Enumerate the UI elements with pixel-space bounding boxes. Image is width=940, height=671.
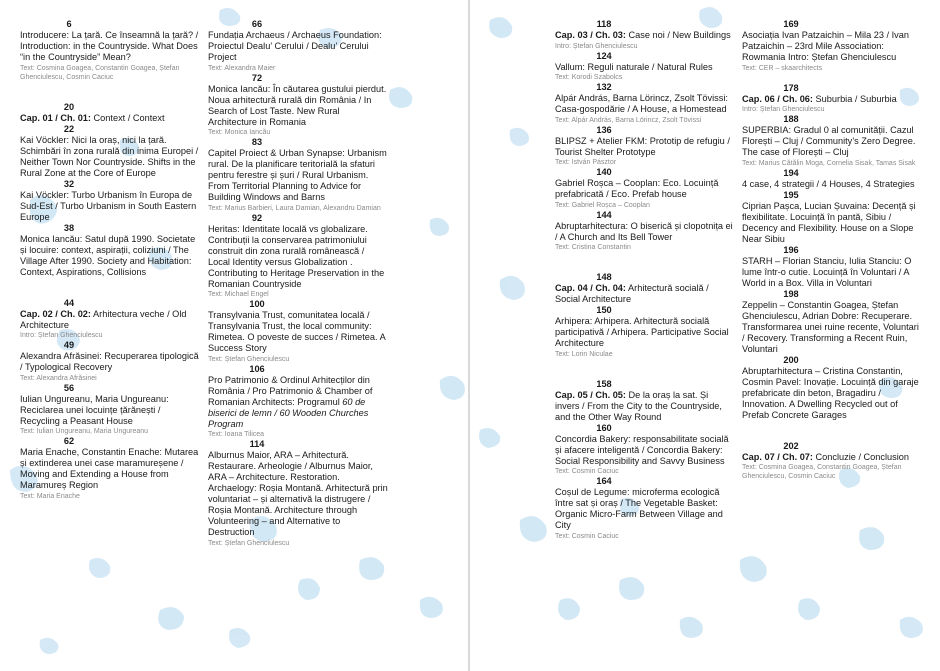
entry-title-text: Maria Enache, Constantin Enache: Mutarea și extinderea unei case maramureșene / Moving and Extending a House from Maramureș Region: [20, 447, 199, 490]
entry-title-text: SUPERBIA: Gradul 0 al comunității. Cazul Florești – Cluj / Community’s Zero Degree. The case of Florești – Cluj: [742, 125, 916, 157]
entry-credit: Text: Cristina Constantin: [555, 244, 631, 251]
entry-credit: Text: Ștefan Ghenciulescu: [208, 355, 290, 363]
toc-entry: [742, 168, 922, 190]
entry-credit: Text: Gabriel Roșca – Cooplan: [555, 201, 650, 209]
entry-title-text: Transylvania Trust, comunitatea locală / Transylvania Trust, the local community: Rimetea. O poveste de succes / Rimetea. A Success Story: [208, 310, 386, 353]
chapter-label: Cap. 02 / Ch. 02:: [20, 308, 91, 319]
page-number: 32: [63, 178, 75, 189]
toc-entry: [208, 439, 388, 548]
page-number: 148: [596, 272, 612, 282]
chapter-label: Cap. 06 / Ch. 06:: [742, 93, 813, 104]
entry-title-text: Context / Context: [93, 112, 165, 123]
entry-title-text: Vallum: Reguli naturale / Natural Rules: [555, 61, 713, 72]
entry-title-text: Introducere: La țară. Ce înseamnă la țară? / Introduction: in the Countryside. What Does “in the Countryside” Mean?: [20, 30, 199, 62]
entry-title-text: Abruptarhitectura – Cristina Constantin, Cosmin Pavel: Inovație. Locuință din garaje prefabricate din beton, Bragadiru / Innovation. A Dwelling Recycled out of Prefab Concrete Garages: [742, 365, 919, 420]
entry-title-text: Case noi / New Buildings: [628, 30, 731, 40]
toc-entry: [20, 124, 200, 179]
entry-credit: Text: István Pásztor: [555, 159, 617, 166]
entry-title: [555, 62, 735, 73]
page-number: 106: [249, 363, 265, 374]
entry-credit: Intro: Ștefan Ghenciulescu: [742, 106, 825, 113]
entry-title: [20, 190, 200, 223]
entry-credit: Text: Monica Iancău: [208, 129, 271, 136]
entry-credit: Text: Cosmina Goagea, Constantin Goagea, Ștefan Ghenciulescu, Cosmin Caciuc: [742, 464, 902, 480]
toc-entry: [555, 51, 735, 83]
toc-entry: [555, 82, 735, 125]
entry-title-text: Capitel Proiect & Urban Synapse: Urbanism rural. De la planificare teritorială la sfaturi pentru ferestre și șuri / Rural Urbanism. From Territorial Planning to Advice for Building Windows and Barns: [208, 148, 387, 202]
entry-title: [742, 94, 922, 105]
entry-title: [555, 93, 735, 115]
entry-title: [20, 394, 200, 427]
entry-title-text: Monica Iancău: În căutarea gustului pierdut. Noua arhitectură rurală din România / In Search of Lost Taste. New Rural Architecture in Romania: [208, 83, 387, 127]
toc-entry: [742, 190, 922, 245]
chapter-label: Cap. 03 / Ch. 03:: [555, 30, 626, 40]
toc-entry: [742, 289, 922, 355]
entry-title: [555, 178, 735, 200]
entry-title-text: Alpár András, Barna Lörincz, Zsolt Tövissi: Casa-gospodărie / A House, a Homestead: [555, 93, 728, 114]
entry-title-text: Arhipera: Arhipera. Arhitectură socială participativă / Arhipera. Participative Social Architecture: [555, 316, 729, 348]
toc-entry: [742, 83, 922, 115]
page-number: 196: [783, 244, 799, 255]
entry-title-text: Kai Vöckler: Nici la oraș, nici la țară. Schimbări în zona rurală din inima Europei / Neither Town Nor Countryside. Shifts in the Rural Zone at the Core of Europe: [20, 134, 199, 178]
entry-title: [742, 366, 922, 421]
entry-title: [555, 283, 735, 305]
entry-title-text: Arhitectura veche / Old Architecture: [20, 308, 187, 330]
entry-credit: Text: Michael Engel: [208, 291, 269, 298]
entry-title: [20, 351, 200, 373]
page-number: 140: [596, 167, 612, 177]
entry-title: [208, 84, 388, 128]
toc-entry: [742, 114, 922, 168]
chapter-label: Cap. 01 / Ch. 01:: [20, 112, 91, 123]
entry-title: [20, 447, 200, 491]
entry-title-text: Monica Iancău: Satul după 1990. Societate și locuire: context, aspirații, coliziuni / The Village After 1990. Society and Habitation: Context, Aspirations, Collisions: [20, 233, 196, 277]
toc-entry: [555, 167, 735, 210]
entry-title: [208, 30, 388, 63]
toc-entry: [20, 102, 200, 124]
page-number: 56: [63, 382, 75, 393]
page-number: 194: [783, 167, 799, 178]
page-number: 44: [63, 297, 75, 308]
toc-column-1: [20, 19, 200, 501]
entry-title: [555, 30, 735, 41]
page-number: 195: [783, 189, 799, 200]
toc-entry: [20, 19, 200, 82]
toc-entry: [20, 223, 200, 278]
entry-title: [208, 148, 388, 203]
entry-title: [742, 201, 922, 245]
toc-entry: [555, 19, 735, 51]
toc-entry: [208, 299, 388, 364]
toc-entry: [20, 436, 200, 501]
entry-title: [555, 390, 735, 423]
toc-column-4: [742, 19, 922, 481]
entry-title: [555, 316, 735, 349]
entry-credit: Intro: Ștefan Ghenciulescu: [20, 332, 103, 339]
entry-credit: Text: Lorin Niculae: [555, 350, 613, 358]
entry-credit: Text: Marius Cătălin Moga, Cornelia Sisak, Tamas Sisak: [742, 159, 916, 167]
page-gutter: [468, 0, 470, 671]
entry-title-italic: 60 de biserici de lemn / 60 Wooden Churches Program: [208, 396, 369, 429]
toc-entry: [20, 298, 200, 341]
page-number: 118: [596, 19, 612, 29]
toc-column-3: [555, 19, 735, 541]
chapter-label: Cap. 05 / Ch. 05:: [555, 389, 626, 400]
toc-entry: [208, 19, 388, 73]
page-number: 20: [63, 101, 75, 112]
toc-entry: [208, 364, 388, 440]
entry-title-text: Alburnus Maior, ARA – Arhitectură. Restaurare. Arheologie / Alburnus Maior, ARA – Architecture. Restoration. Archaelogy: Roșia Montană. Arhitectură prin voluntariat – și alternativă la distrugere / Roșia Montană. Architecture through Volunteering – and Alternative to Destruction: [208, 450, 388, 537]
page-number: 136: [596, 124, 612, 135]
toc-entry: [555, 379, 735, 423]
page-number: 169: [783, 19, 799, 29]
toc-entry: [742, 19, 922, 73]
toc-entry: [555, 210, 735, 253]
toc-entry: [208, 73, 388, 138]
entry-title-text: 4 case, 4 strategii / 4 Houses, 4 Strategies: [742, 178, 915, 189]
entry-title: [20, 113, 200, 124]
page-number: 6: [66, 19, 72, 29]
entry-title: [20, 234, 200, 278]
toc-entry: [742, 245, 922, 289]
entry-title-text: Concluzie / Conclusion: [815, 451, 910, 462]
page-number: 188: [783, 114, 799, 124]
toc-entry: [555, 305, 735, 359]
page-number: 22: [63, 123, 75, 134]
entry-title: [742, 30, 922, 63]
entry-title-text: De la oraș la sat. Și invers / From the City to the Countryside, and the Other Way Round: [555, 389, 722, 422]
entry-title: [555, 136, 735, 158]
page-number: 66: [251, 19, 263, 29]
page-number: 144: [596, 209, 612, 220]
entry-title-text: Pro Patrimonio & Ordinul Arhitecților din România / Pro Patrimonio & Chamber of Romanian Architects: Programul: [208, 374, 373, 407]
toc-entry: [555, 423, 735, 477]
page-number: 132: [596, 82, 612, 92]
entry-title-text: Concordia Bakery: responsabilitate socială și afacere inteligentă / Concordia Bakery: Social Responsibility and Savvy Business: [555, 433, 729, 466]
entry-title-text: BLIPSZ + Atelier FKM: Prototip de refugiu / Tourist Shelter Prototype: [555, 135, 730, 157]
toc-entry: [742, 441, 922, 482]
entry-title: [742, 256, 922, 289]
page-number: 114: [249, 439, 265, 449]
entry-title: [555, 434, 735, 467]
entry-credit: Text: Iulian Ungureanu, Maria Ungureanu: [20, 428, 149, 435]
entry-credit: Text: Cosmin Caciuc: [555, 532, 619, 540]
toc-entry: [555, 272, 735, 305]
entry-title-text: Alexandra Afrăsinei: Recuperarea tipologică / Typological Recovery: [20, 351, 199, 372]
entry-title: [742, 300, 922, 355]
entry-title-text: Asociația Ivan Patzaichin – Mila 23 / Ivan Patzaichin – 23rd Mile Association: Rowmania Intro: Ștefan Ghenciulescu: [742, 30, 909, 62]
entry-title: [742, 179, 922, 190]
toc-entry: [20, 179, 200, 223]
entry-credit: Text: Ioana Tilicea: [208, 431, 265, 438]
entry-title-text: Iulian Ungureanu, Maria Ungureanu: Reciclarea unei locuințe țărănești / Recycling a Peasant House: [20, 393, 169, 426]
page-number: 164: [596, 476, 612, 486]
entry-title-text: Arhitectură socială / Social Architecture: [555, 283, 709, 304]
toc-entry: [742, 355, 922, 421]
toc-entry: [555, 476, 735, 541]
entry-title-text: STARH – Florian Stanciu, Iulia Stanciu: O lume într-o cutie. Locuință în Voluntari / A World in a Box. Villa in Voluntari: [742, 255, 912, 288]
entry-title: [555, 221, 735, 243]
page-number: 178: [783, 82, 799, 93]
toc-entry: [20, 340, 200, 383]
page-number: 150: [596, 305, 612, 315]
entry-credit: Text: Alpár András, Barna Lörincz, Zsolt Tövissi: [555, 116, 702, 124]
entry-title-text: Kai Vöckler: Turbo Urbanism în Europa de Sud-Est / Turbo Urbanism in South Eastern Europe: [20, 189, 197, 222]
entry-title: [742, 125, 922, 158]
entry-credit: Text: CER – skaarchitects: [742, 64, 823, 72]
toc-entry: [20, 383, 200, 437]
entry-credit: Intro: Ștefan Ghenciulescu: [555, 42, 638, 50]
entry-title-text: Abruptarhitectura: O biserică și clopotnița ei / A Church and Its Bell Tower: [555, 220, 733, 242]
entry-credit: Text: Alexandra Afrăsinei: [20, 374, 97, 382]
entry-title: [208, 375, 388, 430]
entry-title: [555, 487, 735, 531]
page-number: 158: [596, 378, 612, 389]
entry-title: [208, 450, 388, 538]
page-number: 72: [251, 72, 263, 83]
entry-credit: Text: Cosmina Goagea, Constantin Goagea, Ștefan Ghenciulescu, Cosmin Caciuc: [20, 64, 180, 81]
entry-credit: Text: Alexandra Maier: [208, 64, 276, 72]
page-number: 124: [596, 50, 612, 61]
entry-credit: Text: Marius Barbieri, Laura Damian, Alexandru Damian: [208, 204, 381, 212]
entry-title-text: Fundația Archaeus / Archaeus Foundation: Proiectul Dealu’ Cerului / Dealu’ Cerului Project: [208, 30, 382, 62]
toc-column-2: [208, 19, 388, 548]
chapter-label: Cap. 07 / Ch. 07:: [742, 451, 813, 462]
entry-title-text: Suburbia / Suburbia: [815, 93, 897, 104]
entry-title: [742, 452, 922, 463]
entry-credit: Text: Maria Enache: [20, 492, 80, 500]
entry-credit: Text: Ștefan Ghenciulescu: [208, 539, 290, 547]
page-number: 202: [783, 440, 799, 451]
page-number: 83: [251, 137, 263, 147]
entry-credit: Text: Cosmin Caciuc: [555, 468, 619, 475]
entry-title-text: Ciprian Pașca, Lucian Șuvaina: Decență și flexibilitate. Locuință în pantă, Sibiu / Decency and Flexibility. House on a Slope Near Sibiu: [742, 200, 916, 244]
toc-entry: [208, 137, 388, 213]
entry-title-text: Heritas: Identitate locală vs globalizare. Contribuții la conservarea patrimoniului construit din zona rurală românească / Local Identity versus Globalization . Contributing to Heritage Preservation in the Romanian Countryside: [208, 223, 385, 289]
page-number: 49: [63, 340, 75, 350]
entry-title-text: Zeppelin – Constantin Goagea, Ștefan Ghenciulescu, Adrian Dobre: Recuperare. Transformarea unei ruine recente, Voluntari / Recovery. Transforming a Recent Ruin, Voluntari: [742, 299, 919, 354]
page-number: 100: [249, 299, 265, 309]
chapter-label: Cap. 04 / Ch. 04:: [555, 283, 626, 293]
entry-title: [20, 309, 200, 331]
page-number: 200: [783, 354, 799, 365]
page-number: 160: [596, 422, 612, 433]
entry-title-text: Gabriel Roșca – Cooplan: Eco. Locuință prefabricată / Eco. Prefab house: [555, 178, 719, 199]
page-number: 92: [251, 212, 263, 223]
entry-title-text: Coșul de Legume: microferma ecologică între sat și oraș / The Vegetable Basket: Organic Micro-Farm Between Village and City: [555, 487, 723, 530]
toc-entry: [208, 213, 388, 300]
entry-title: [20, 30, 200, 63]
entry-credit: Text: Korodi Szabolcs: [555, 74, 623, 81]
toc-entry: [555, 125, 735, 168]
page-number: 198: [783, 288, 799, 299]
entry-title: [208, 224, 388, 290]
entry-title: [208, 310, 388, 354]
page-number: 62: [63, 436, 75, 446]
page-number: 38: [63, 222, 75, 233]
entry-title: [20, 135, 200, 179]
